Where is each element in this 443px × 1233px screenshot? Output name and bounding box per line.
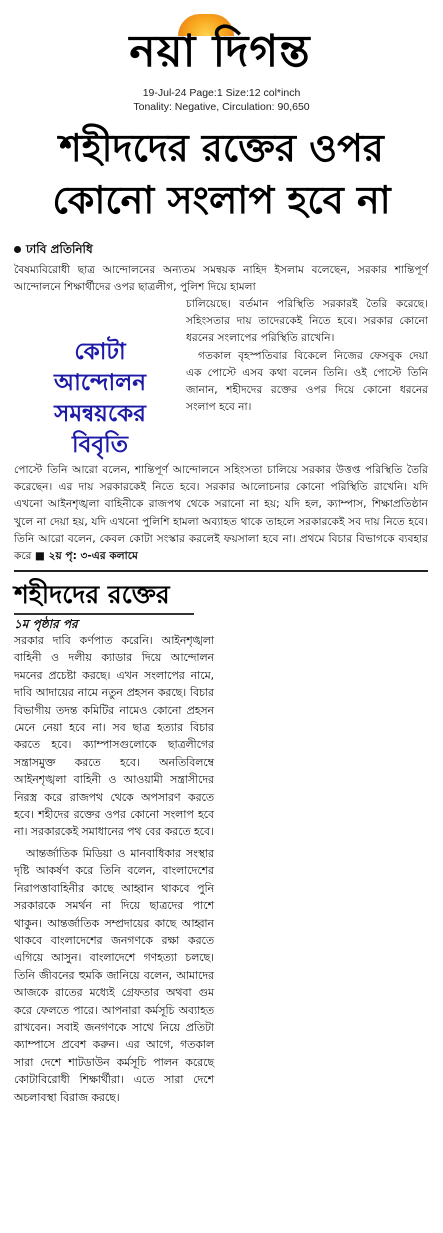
article-paragraph-1-side: চালিয়েছে। বর্তমান পরিস্থিতি সরকারই তৈরি করেছে। সহিংসতার দায় তাদেরকেই নিতে হবে। সরকার কোনো ধরনের সংলাপের পরিস্থিতি রাখেনি। [186,298,428,345]
headline-line-1: শহীদদের রক্তের ওপর [59,126,384,170]
clipping-meta-tonality: Tonality: Negative, Circulation: 90,650 [133,101,310,113]
callout-line-2: আন্দোলন [53,370,147,396]
article-paragraph-2: গতকাল বৃহস্পতিবার বিকেলে নিজের ফেসবুক দেয়া এক পোস্টে এসব কথা বলেন তিনি। ওই পোস্টে তিনি জানান, শহীদদের রক্তের ওপর দিয়ে কোনো ধরনের সংলাপ হবে না। [186,349,428,414]
callout-box [38,337,162,461]
jump-note: ■ ২য় পৃ: ৩-এর কলামে [34,550,138,563]
masthead [0,6,443,78]
continuation-title: শহীদদের রক্তের [14,580,170,609]
byline-text: ঢাবি প্রতিনিধি [26,242,93,256]
newspaper-logo: নয়া দিগন্ত [129,26,311,77]
article-paragraph-1-full: বৈষম্যবিরোধী ছাত্র আন্দোলনের অন্যতম সমন্বয়ক নাহিদ ইসলাম বলেছেন, সরকার শান্তিপূর্ণ আন্দোলনে শিক্ষার্থীদের ওপর ছাত্রলীগ, পুলিশ দিয়ে হামলা [14,264,428,294]
callout-line-4: বিবৃতি [71,432,129,458]
continuation-rule [14,613,194,615]
section-divider [14,570,428,572]
continuation-paragraph-1: সরকার দাবি কর্ণপাত করেনি। আইনশৃঙ্খলা বাহিনী ও দলীয় ক্যাডার দিয়ে আন্দোলন দমনের প্রচেষ্টা করছে। এখন সংলাপের নামে, দাবি আদায়ের নামে নতুন প্রহসন করছে। বিচার বিভাগীয় তদন্ত কমিটির নামেও কোনো প্রহসন মেনে নেয়া হবে না। সব ছাত্র হত্যার বিচার করতে হবে। ক্যাম্পাসগুলোকে ছাত্রলীগের সন্ত্রাসমুক্ত করতে হবে। অনতিবিলম্বে আইনশৃঙ্খলা বাহিনী ও আওয়ামী সন্ত্রাসীদের নিরস্ত্র করে রাজপথ থেকে অপসারণ করতে হবে। শহীদের রক্তের ওপর কোনো সংলাপ হবে না। সরকারকেই সমাধানের পথ বের করতে হবে। [14,634,214,839]
article-side-column [186,296,428,416]
article-paragraph-3-text: পোস্টে তিনি আরো বলেন, শান্তিপূর্ণ আন্দোলনে সহিংসতা চালিয়ে সরকার উত্তপ্ত পরিস্থিতি তৈরি করেছেন। এর দায় সরকারকেই নিতে হবে। সরকার আলোচনার কোনো পরিস্থিতি রাখেনি। যদি এখনো আইনশৃঙ্খলা বাহিনীকে রাজপথ থেকে সরানো না হয়; যদি হল, ক্যাম্পাস, শিক্ষাপ্রতিষ্ঠান খুলে না দেয়া হয়, যদি এখনো পুলিশি হামলা অব্যাহত থাকে তাহলে সরকারকেই সব দায় নিতে হবে। তিনি আরো বলেন, কেবল কোটা সংস্কার করলেই ফয়সালা হবে না। প্রথমে বিচার বিভাগকে ব্যবহার করে [14,464,428,563]
clipping-meta-date: 19-Jul-24 Page:1 Size:12 col*inch [142,87,301,99]
continuation-paragraph-2: আন্তর্জাতিক মিডিয়া ও মানবাধিকার সংস্থার দৃষ্টি আকর্ষণ করে তিনি বলেন, বাংলাদেশের নিরাপত্তাবাহিনীর কাছে আহ্বান থাকবে পুনি সরকারকে সমর্থন না দিয়ে ছাত্রদের পাশে থাকুন। আন্তর্জাতিক সম্প্রদায়ের কাছে আহ্বান থাকবে বাংলাদেশের জনগণকে রক্ষা করতে এগিয়ে আসুন। বাংলাদেশে গণহত্যা চলছে। তিনি জীবনের হুমকি জানিয়ে বলেন, আমাদের আজকে রাতের মধ্যেই গ্রেফতার অথবা গুম করে ফেলতে পারে। আপনারা কর্মসূচি অব্যাহত রাখবেন। সবাই জনগণকে সাথে নিয়ে প্রতিটা ক্যাম্পাসে প্রবেশ করুন। এর আগে, গতকাল সারা দেশে শাটডাউন কর্মসূচি পালন করেছে কোটাবিরোধী শিক্ষার্থীরা। এতে সারা দেশে অচলাবস্থা বিরাজ করছে। [14,846,214,1104]
byline [14,241,93,261]
headline-line-2: কোনো সংলাপ হবে না [52,178,391,222]
callout-line-1: কোটা [74,339,126,365]
bullet-icon [14,246,21,253]
callout-line-3: সমন্বয়কের [54,401,146,427]
continuation-subtitle: ১ম পৃষ্ঠার পর [14,617,78,631]
continuation-column [14,632,214,1110]
article-paragraph-3 [14,462,428,565]
